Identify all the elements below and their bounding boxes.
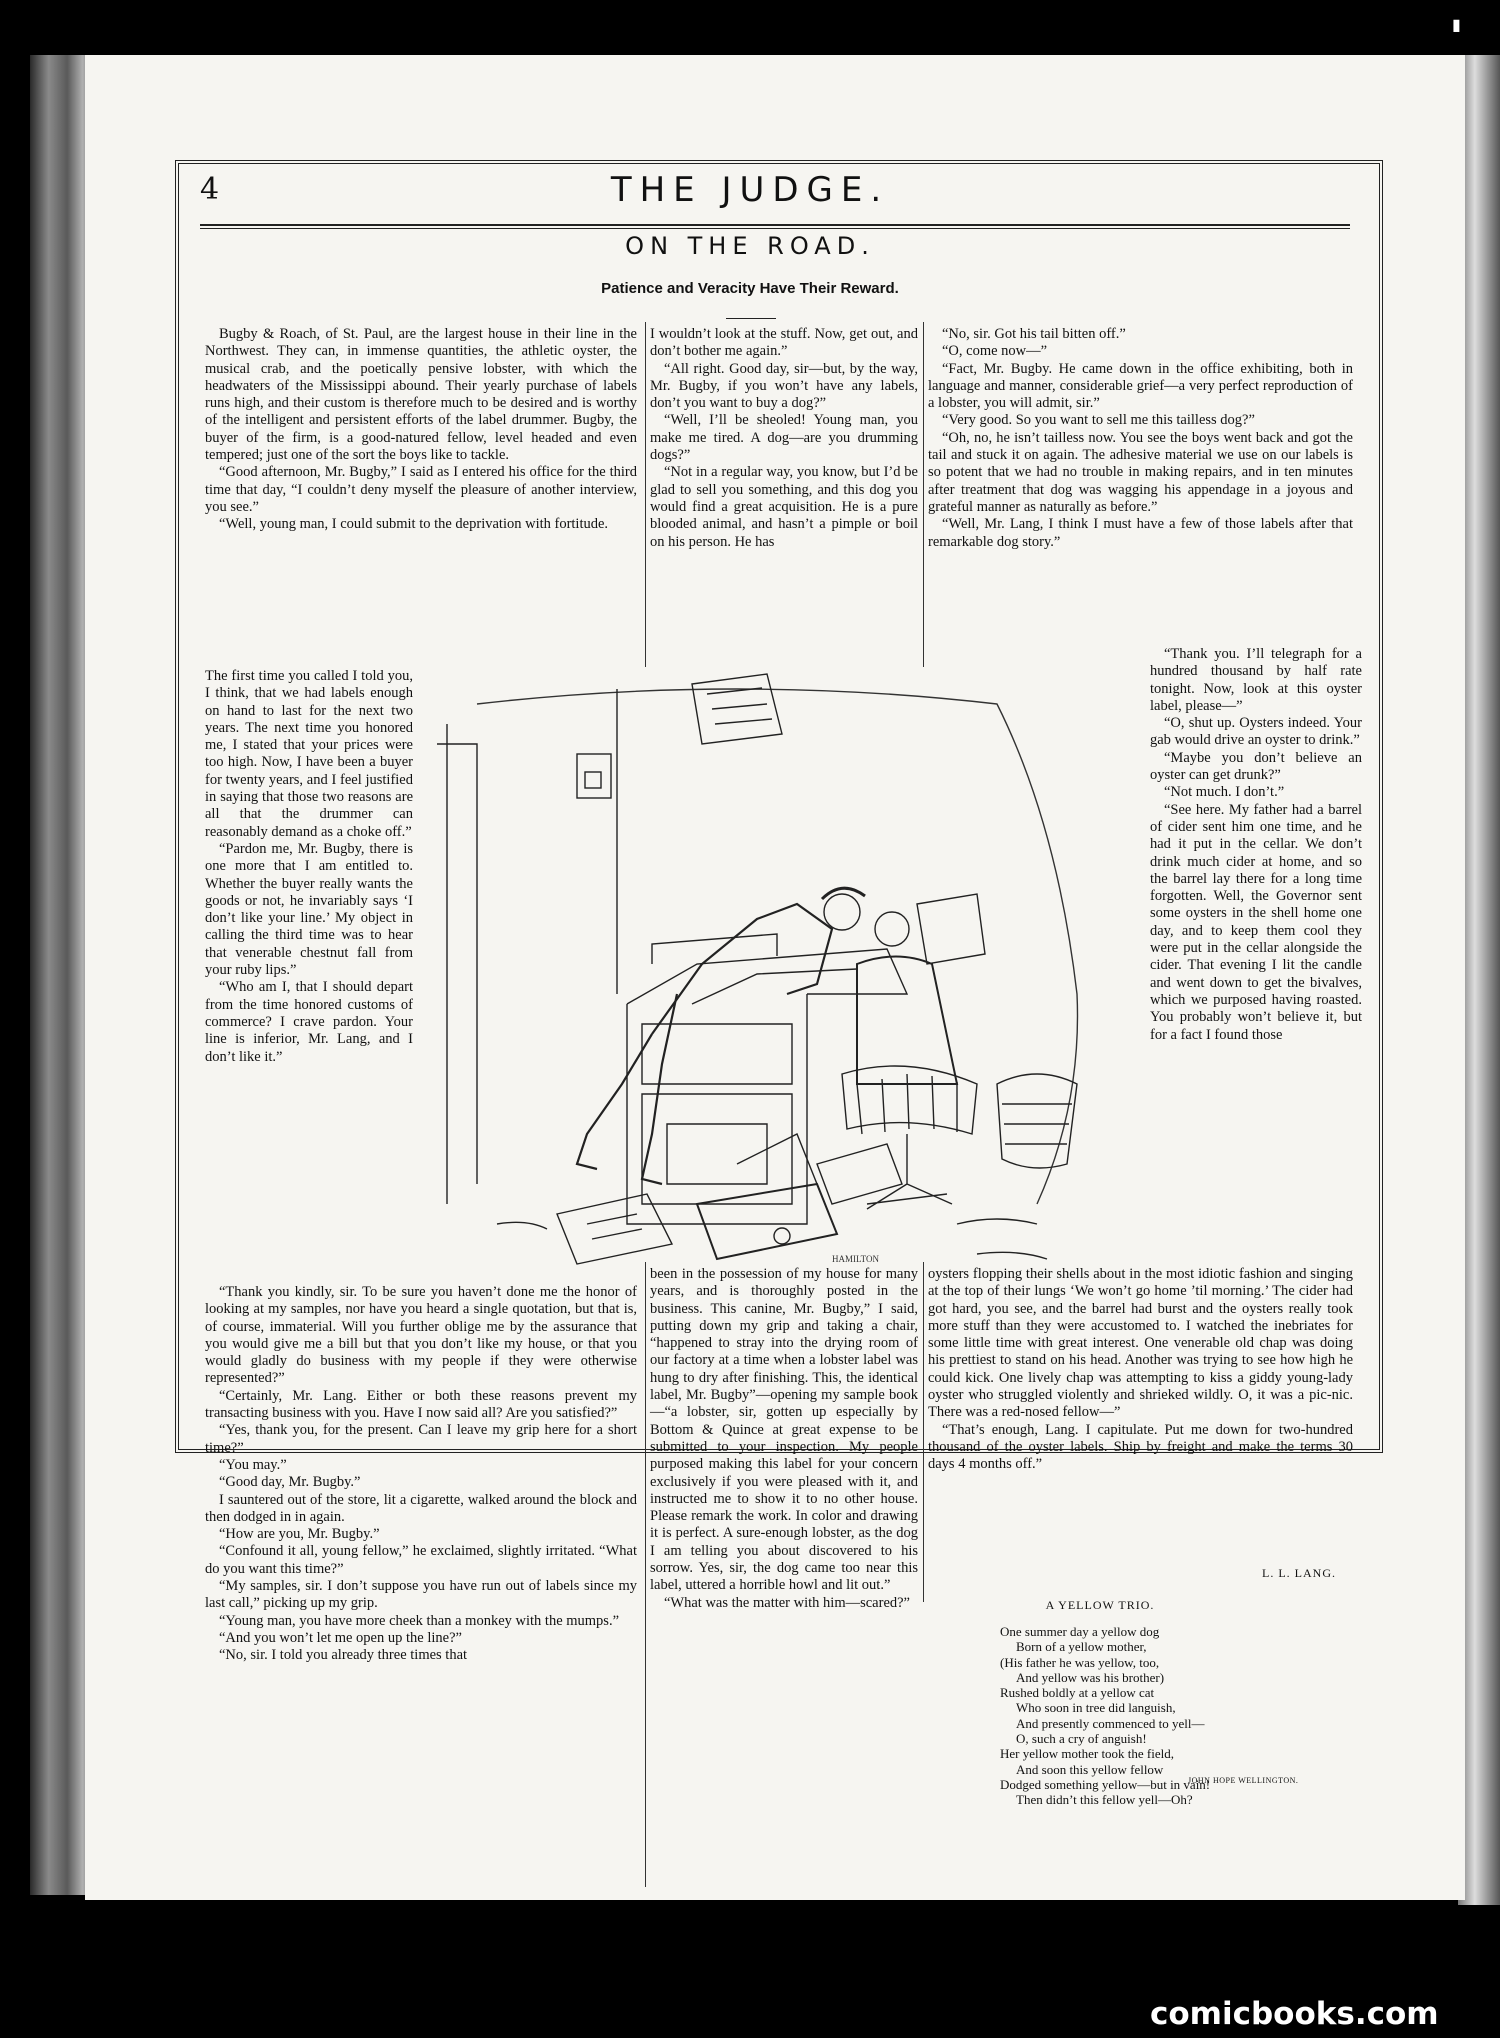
masthead-rule: [200, 224, 1350, 226]
paragraph: “Certainly, Mr. Lang. Either or both these reasons prevent my transacting business with you. Have I now said all? Are you satisfied?”: [205, 1387, 637, 1422]
poem: [1000, 1624, 1210, 1808]
column-separator: [923, 322, 924, 667]
paragraph: been in the possession of my house for many years, and is thoroughly posted in the business. This canine, Mr. Bugby,” I said, putting down my grip and taking a chair, “happened to stray into the drying room of our factory at a time when a lobster label was hung to dry after finishing. This, the identical label, Mr. Bugby”—opening my sample book—“a lobster, sir, gotten up especially by Bottom & Quince at great expense to be submitted to your inspection. My people purposed making this label for your concern exclusively if you were pleased with it, and instructed me to show it to no other house. Please remark the work. In color and drawing it is perfect. A sure-enough lobster, as the dog I am telling you about discovered to his sorrow. Yes, sir, the dog came too near this label, uttered a horrible howl and lit out.”: [650, 1266, 918, 1594]
article-subtitle: Patience and Veracity Have Their Reward.: [601, 280, 899, 297]
poem-line: One summer day a yellow dog: [1000, 1624, 1160, 1639]
paragraph: “How are you, Mr. Bugby.”: [219, 1526, 380, 1543]
poem-line: Who soon in tree did languish,: [1016, 1700, 1176, 1716]
paragraph: “Good afternoon, Mr. Bugby,” I said as I entered his office for the third time that day, “I couldn’t deny myself the pleasure of another interview, you see.”: [205, 464, 637, 515]
paragraph: oysters flopping their shells about in the most idiotic fashion and singing at the top of their lungs ‘We won’t go home ’til morning.’ The cider had got hard, you see, and the barrel had burst and the oysters really took more stuff than they were accustomed to. I watched the inebriates for some little time with great interest. One venerable old chap was doing his prettiest to stand on his head. Another was trying to see how high he could kick. One lively chap was attempting to kiss a giddy young-lady oyster who struggled violently and shrieked wildly. O, it was a pic-nic. There was a red-nosed fellow—”: [928, 1266, 1353, 1421]
column-2-bottom: [650, 1266, 918, 1612]
paragraph: “See here. My father had a barrel of cider sent him one time, and he had it put in the cellar. We don’t drink much cider at home, and so the barrel lay there for a long time forgotten. Well, the Governor sent some oysters in the shell home one day, and to keep them cool they were put in the cellar alongside the cider. That evening I lit the candle and went down to get the bivalves, which we purposed having roasted. You probably won’t believe it, but for a fact I found those: [1150, 801, 1362, 1043]
book-spine: [30, 55, 92, 1895]
poem-line: Rushed boldly at a yellow cat: [1000, 1685, 1155, 1701]
poem-line: And soon this yellow fellow: [1016, 1761, 1164, 1777]
paragraph: “No, sir. Got his tail bitten off.”: [942, 326, 1126, 342]
paragraph: The first time you called I told you, I think, that we had labels enough on hand to last for the next two years. The next time you honored me, I stated that your prices were too high. Now, I have been a buyer for twenty years, and I feel justified in saying that those two reasons are all that the drummer can reasonably demand as a choke off.”: [205, 668, 413, 840]
poem-line: Born of a yellow mother,: [1016, 1639, 1147, 1655]
paragraph: Bugby & Roach, of St. Paul, are the largest house in their line in the Northwest. They can, in immense quantities, the athletic oyster, the musical crab, and the poetically pensive lobster, with which the headwaters of the Mississippi abound. Their yearly purchase of labels runs high, and their custom is therefore much to be desired and is worthy of the intelligent and persistent efforts of the label drummer. Bugby, the buyer of the firm, is a good-natured fellow, level headed and even tempered; just one of the sort the boys like to tackle.: [205, 326, 637, 464]
paragraph: “Not much. I don’t.”: [1164, 784, 1285, 801]
poem-line: And presently commenced to yell—: [1016, 1715, 1205, 1731]
paragraph: “And you won’t let me open up the line?”: [219, 1629, 462, 1646]
page-number: 4: [200, 172, 220, 207]
column-2-top: [650, 326, 918, 551]
paragraph: “Well, Mr. Lang, I think I must have a few of those labels after that remarkable dog story.”: [928, 516, 1353, 550]
poem-line: (His father he was yellow, too,: [1000, 1654, 1160, 1670]
paragraph: “Who am I, that I should depart from the time honored customs of commerce? I crave pardon. Your line is inferior, Mr. Lang, and I don’t like it.”: [205, 979, 413, 1065]
office-illustration: [437, 664, 1092, 1271]
subtitle-rule: [726, 318, 776, 319]
column-separator: [645, 322, 646, 667]
paragraph: “O, shut up. Oysters indeed. Your gab would drive an oyster to drink.”: [1150, 715, 1362, 749]
paragraph: “Very good. So you want to sell me this tailless dog?”: [942, 412, 1255, 429]
paragraph: “O, come now—”: [942, 343, 1048, 360]
paragraph: “Pardon me, Mr. Bugby, there is one more that I am entitled to. Whether the buyer really wants the goods or not, he invariably says ‘I don’t like your line.’ My object in calling the third time was to hear that venerable chestnut fall from your ruby lips.”: [205, 840, 413, 979]
paragraph: “Yes, thank you, for the present. Can I leave my grip here for a short time?”: [205, 1422, 637, 1456]
poem-author: JOHN HOPE WELLINGTON.: [1188, 1776, 1299, 1785]
column-separator: [923, 1262, 924, 1602]
column-separator: [645, 1262, 646, 1887]
paragraph: “Thank you kindly, sir. To be sure you haven’t done me the honor of looking at my samples, nor have you heard a single quotation, but that is, of course, immaterial. Will you further oblige me by the assurance that you would give me a bill but that you don’t like my house, or that you would gladly do business with my people if they were otherwise represented?”: [205, 1284, 637, 1387]
paragraph: “Young man, you have more cheek than a monkey with the mumps.”: [219, 1612, 620, 1629]
paragraph: “Fact, Mr. Bugby. He came down in the office exhibiting, both in language and manner, considerable grief—a very perfect reproduction of a lobster, you will admit, sir.”: [928, 360, 1353, 412]
poem-line: And yellow was his brother): [1016, 1669, 1165, 1685]
site-watermark: comicbooks.com: [1150, 1996, 1439, 2032]
paragraph: “Good day, Mr. Bugby.”: [219, 1474, 361, 1491]
paragraph: “What was the matter with him—scared?”: [664, 1594, 910, 1611]
paragraph: “No, sir. I told you already three times that: [219, 1647, 468, 1664]
poem-line: Dodged something yellow—but in vain!: [1000, 1776, 1211, 1792]
masthead-rule-thin: [200, 228, 1350, 229]
corner-mark: ▮: [1452, 15, 1461, 34]
column-3-narrow: [1150, 646, 1362, 1044]
paragraph: “Well, young man, I could submit to the deprivation with fortitude.: [219, 516, 609, 533]
paragraph: “My samples, sir. I don’t suppose you have run out of labels since my last call,” picking up my grip.: [205, 1578, 637, 1612]
column-3-top: [928, 326, 1353, 551]
column-1-top: [205, 326, 637, 534]
poem-line: Then didn’t this fellow yell—Oh?: [1016, 1792, 1193, 1808]
column-1-bottom: [205, 1284, 637, 1665]
paragraph: I sauntered out of the store, lit a cigarette, walked around the block and then dodged in in again.: [205, 1491, 637, 1525]
paragraph: “Well, I’ll be sheoled! Young man, you make me tired. A dog—are you drumming dogs?”: [650, 412, 918, 464]
masthead-title: THE JUDGE.: [610, 170, 890, 210]
paragraph: “You may.”: [219, 1456, 287, 1473]
paragraph: “That’s enough, Lang. I capitulate. Put me down for two-hundred thousand of the oyster labels. Ship by freight and make the terms 30 days 4 months off.”: [928, 1421, 1353, 1473]
paragraph: “Thank you. I’ll telegraph for a hundred thousand by half rate tonight. Now, look at this oyster label, please—”: [1150, 646, 1362, 714]
column-1-narrow: [205, 668, 413, 1066]
paragraph: “Confound it all, young fellow,” he exclaimed, slightly irritated. “What do you want this time?”: [205, 1543, 637, 1577]
paragraph: I wouldn’t look at the stuff. Now, get out, and don’t bother me again.”: [650, 326, 918, 360]
article-title: ON THE ROAD.: [625, 232, 875, 260]
column-3-bottom: [928, 1266, 1353, 1474]
poem-line: O, such a cry of anguish!: [1016, 1731, 1147, 1747]
artist-signature: HAMILTON: [832, 1254, 880, 1264]
paragraph: “Oh, no, he isn’t tailless now. You see the boys went back and got the tail and stuck it on again. The adhesive material we use on our labels is so potent that we had no trouble in making repairs, and in ten minutes after treatment that dog was wagging his appendage in a joyous and grateful manner as naturally as before.”: [928, 429, 1353, 515]
poem-line: Her yellow mother took the field,: [1000, 1746, 1175, 1762]
poem-title: A YELLOW TRIO.: [1045, 1598, 1155, 1612]
article-signature: L. L. LANG.: [1262, 1566, 1336, 1580]
paragraph: “All right. Good day, sir—but, by the way, Mr. Bugby, if you won’t have any labels, don’t you want to buy a dog?”: [650, 360, 918, 412]
paragraph: “Maybe you don’t believe an oyster can get drunk?”: [1150, 749, 1362, 784]
paragraph: “Not in a regular way, you know, but I’d be glad to sell you something, and this dog you would find a great acquisition. He is a pure blooded animal, and hasn’t a pimple or boil on his person. He has: [650, 464, 918, 550]
